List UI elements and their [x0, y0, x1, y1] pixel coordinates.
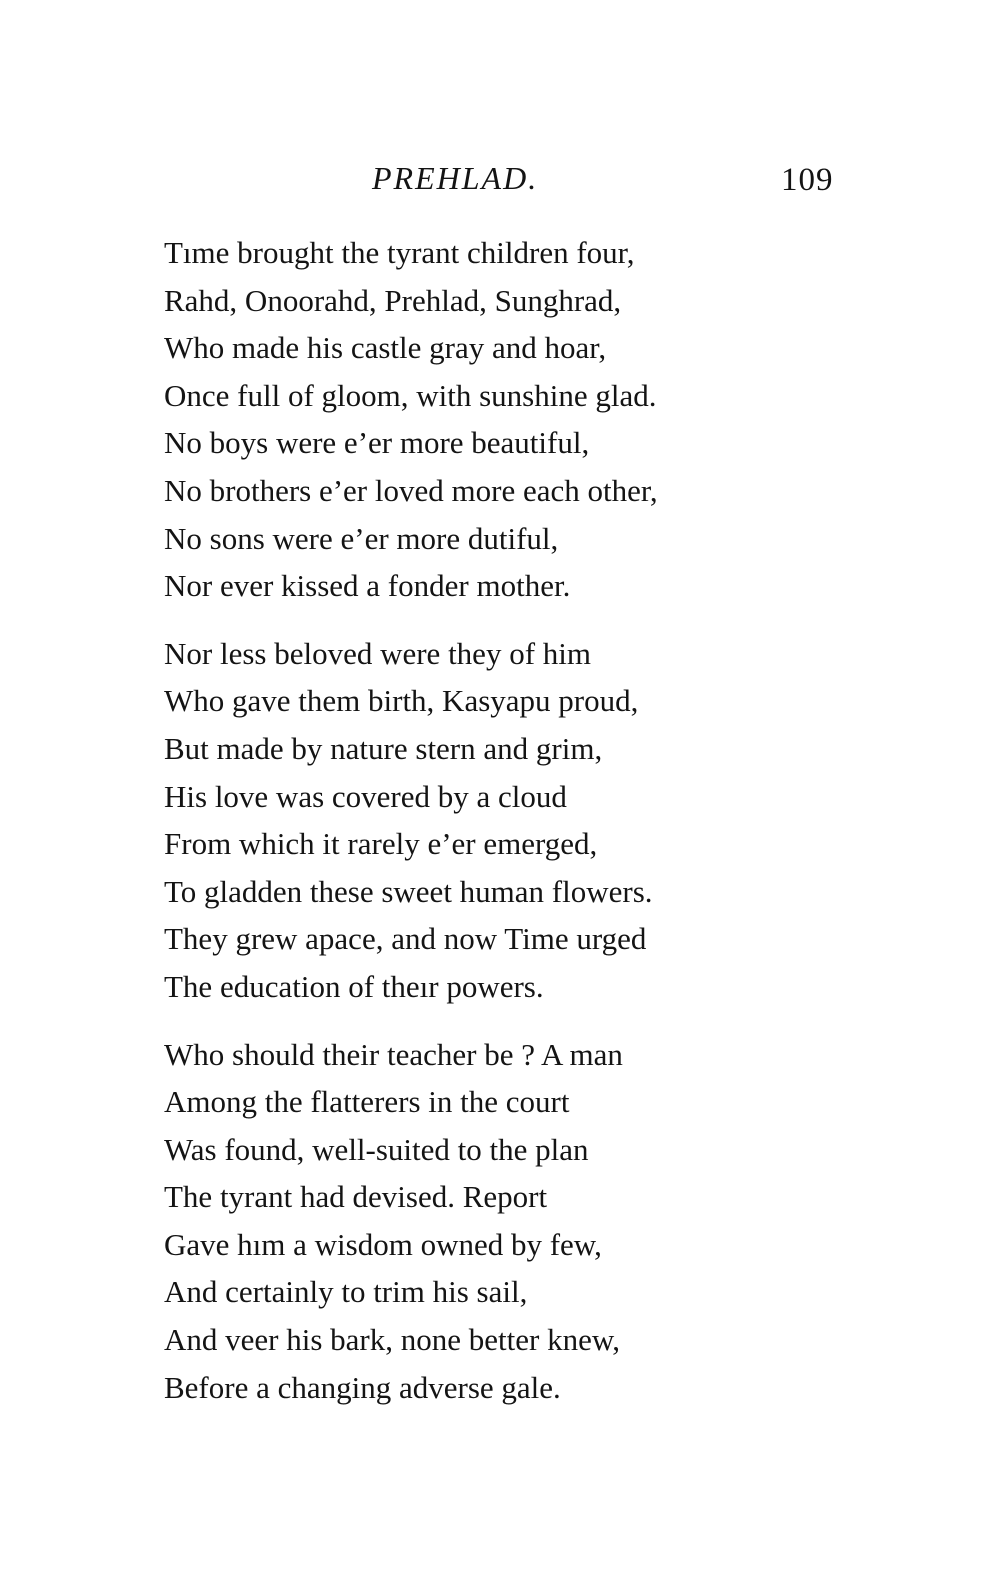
verse-line: But made by nature stern and grim,	[164, 730, 603, 766]
verse-line: Among the flatterers in the court	[164, 1084, 570, 1120]
verse-line: Nor less beloved were they of him	[164, 635, 591, 671]
verse-line: No sons were e’er more dutiful,	[164, 520, 559, 556]
page-number: 109	[781, 162, 834, 198]
stanza-1	[164, 229, 804, 610]
verse-line: To gladden these sweet human flowers.	[164, 873, 653, 909]
verse-line: Nor ever kissed a fonder mother.	[164, 568, 571, 604]
verse-line: Rahd, Onoorahd, Prehlad, Sunghrad,	[164, 282, 622, 318]
verse-line: The tyrant had devised. Report	[164, 1179, 548, 1215]
verse-line: They grew apace, and now Time urged	[164, 921, 647, 957]
verse-line: Who made his castle gray and hoar,	[164, 330, 607, 366]
verse-line: The education of theır powers.	[164, 968, 544, 1004]
poem-body	[164, 229, 804, 1431]
verse-line: From which it rarely e’er emerged,	[164, 826, 598, 862]
verse-line: Before a changing adverse gale.	[164, 1369, 561, 1405]
verse-line: No brothers e’er loved more each other,	[164, 472, 658, 508]
verse-line: Once full of gloom, with sunshine glad.	[164, 377, 657, 413]
verse-line: Who gave them birth, Kasyapu proud,	[164, 683, 639, 719]
verse-line: His love was covered by a cloud	[164, 778, 567, 814]
stanza-2	[164, 630, 804, 1011]
verse-line: No boys were e’er more beautiful,	[164, 425, 590, 461]
verse-line: And certainly to trim his sail,	[164, 1274, 528, 1310]
running-head	[0, 158, 1000, 202]
verse-line: Tıme brought the tyrant children four,	[164, 235, 635, 270]
running-title: PREHLAD.	[372, 160, 539, 196]
verse-line: Who should their teacher be ? A man	[164, 1036, 623, 1072]
verse-line: Was found, well-suited to the plan	[164, 1131, 589, 1167]
stanza-3	[164, 1031, 804, 1412]
verse-line: Gave hım a wisdom owned by few,	[164, 1226, 602, 1262]
verse-line: And veer his bark, none better knew,	[164, 1322, 620, 1358]
